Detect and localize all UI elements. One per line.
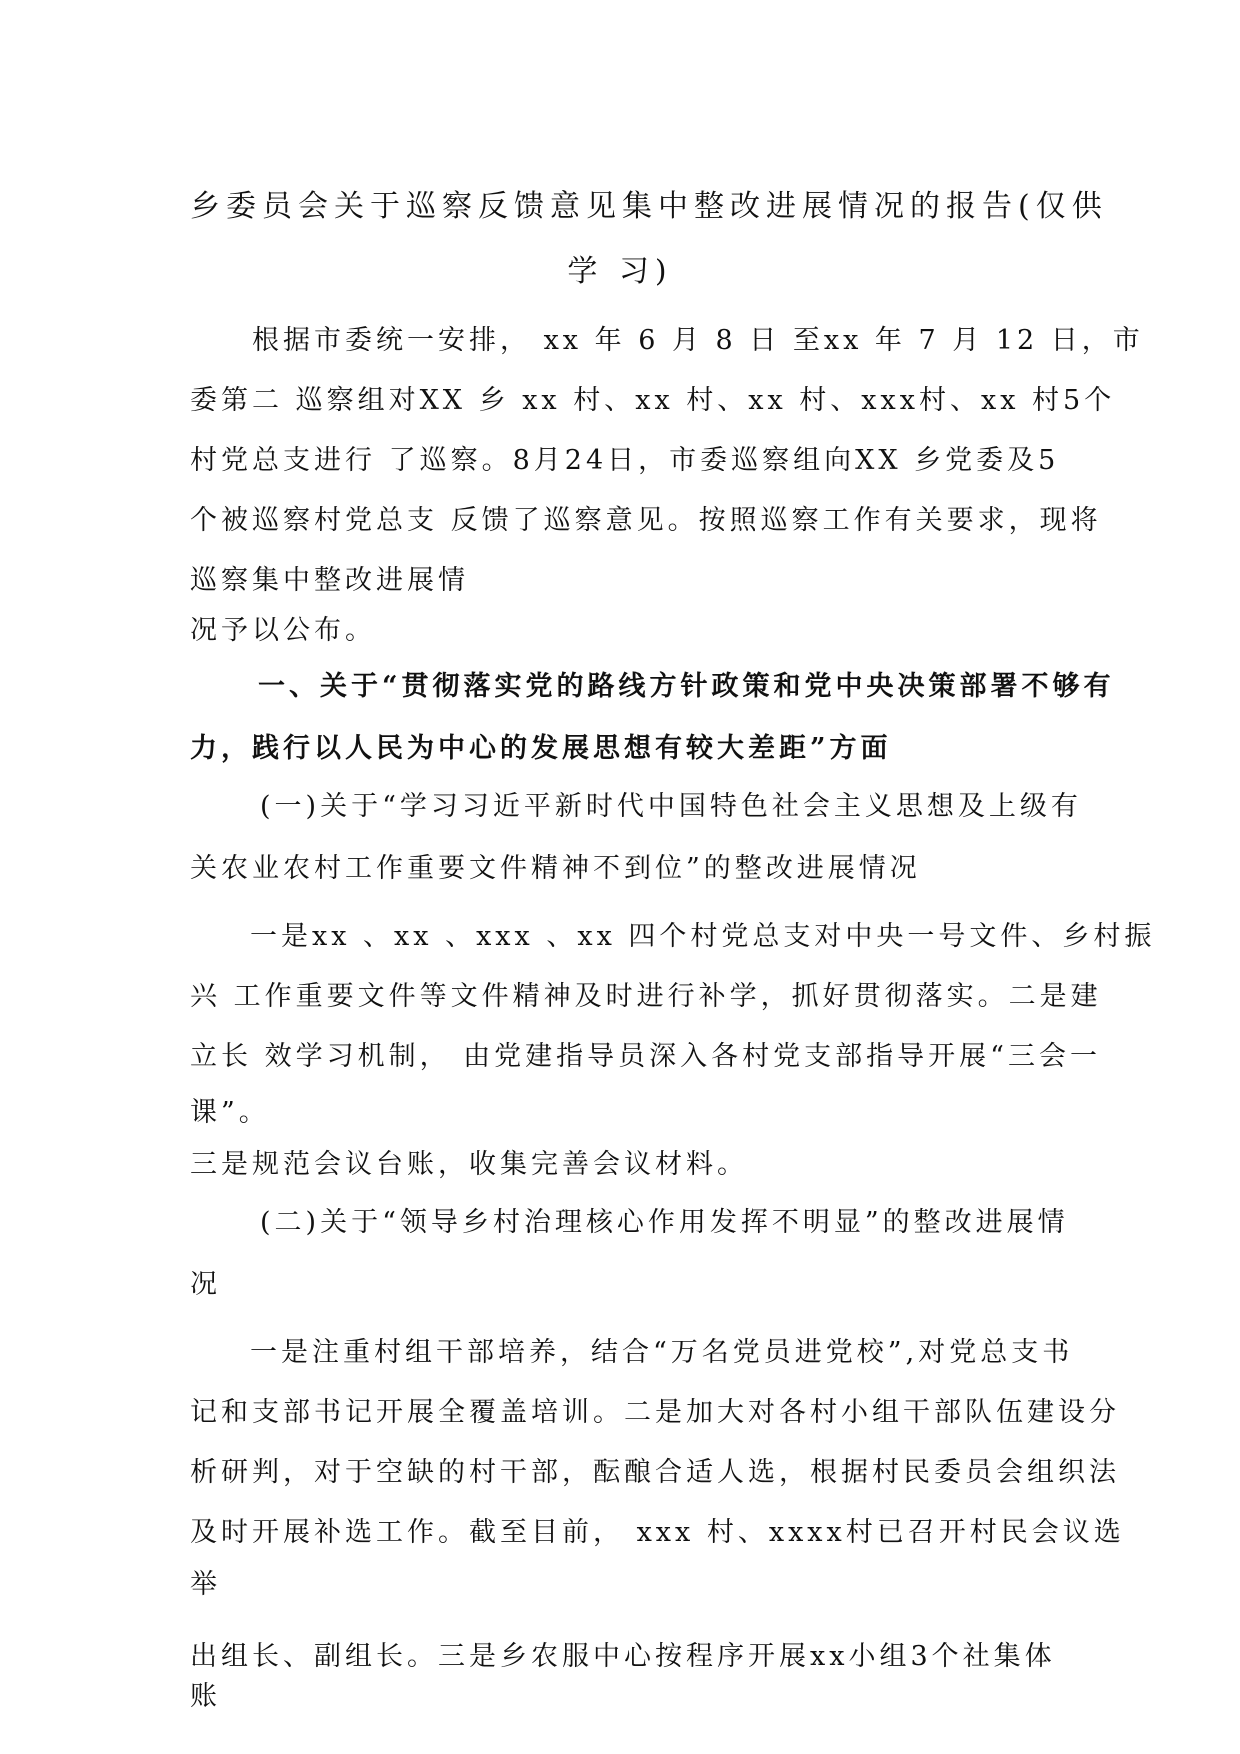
paragraph-line: 三是规范会议台账，收集完善会议材料。 (190, 1149, 748, 1180)
paragraph-line: 一是注重村组干部培养，结合“万名党员进党校”,对党总支书 (250, 1337, 1074, 1368)
paragraph-line: 析研判，对于空缺的村干部，酝酿合适人选，根据村民委员会组织法 (190, 1457, 1120, 1488)
subsection-heading-line: 关农业农村工作重要文件精神不到位”的整改进展情况 (190, 853, 921, 884)
paragraph-line: 记和支部书记开展全覆盖培训。二是加大对各村小组干部队伍建设分 (190, 1397, 1120, 1428)
subsection-heading-line: 况 (190, 1269, 221, 1300)
paragraph-line: 村党总支进行 了巡察。8月24日，市委巡察组向XX 乡党委及5 (190, 445, 1060, 476)
paragraph-line: 立长 效学习机制， 由党建指导员深入各村党支部指导开展“三会一 (190, 1041, 1101, 1072)
paragraph-line: 况予以公布。 (190, 615, 376, 646)
paragraph-line: 根据市委统一安排， xx 年 6 月 8 日 至xx 年 7 月 12 日，市 (252, 325, 1144, 356)
document-title-line-2: 学 习) (567, 254, 673, 289)
paragraph-line: 出组长、副组长。三是乡农服中心按程序开展xx小组3个社集体 (190, 1641, 1056, 1672)
section-heading-line: 力，践行以人民为中心的发展思想有较大差距”方面 (190, 733, 892, 764)
paragraph-line: 兴 工作重要文件等文件精神及时进行补学，抓好贯彻落实。二是建 (190, 981, 1102, 1012)
paragraph-line: 课”。 (190, 1097, 270, 1128)
document-title-line-1: 乡委员会关于巡察反馈意见集中整改进展情况的报告(仅供 (190, 189, 1108, 224)
paragraph-line: 一是xx 、xx 、xxx 、xx 四个村党总支对中央一号文件、乡村振 (250, 921, 1156, 952)
paragraph-line: 举 (190, 1569, 221, 1600)
paragraph-line: 个被巡察村党总支 反馈了巡察意见。按照巡察工作有关要求，现将 (190, 505, 1102, 536)
paragraph-line: 委第二 巡察组对XX 乡 xx 村、xx 村、xx 村、xxx村、xx 村5个 (190, 385, 1116, 416)
paragraph-line: 及时开展补选工作。截至目前， xxx 村、xxxx村已召开村民会议选 (190, 1517, 1125, 1548)
paragraph-line: 巡察集中整改进展情 (190, 565, 469, 596)
paragraph-line: 账 (190, 1681, 221, 1712)
subsection-heading-line: (二)关于“领导乡村治理核心作用发挥不明显”的整改进展情 (260, 1207, 1069, 1238)
section-heading-line: 一、关于“贯彻落实党的路线方针政策和党中央决策部署不够有 (258, 671, 1115, 702)
subsection-heading-line: (一)关于“学习习近平新时代中国特色社会主义思想及上级有 (260, 791, 1082, 822)
